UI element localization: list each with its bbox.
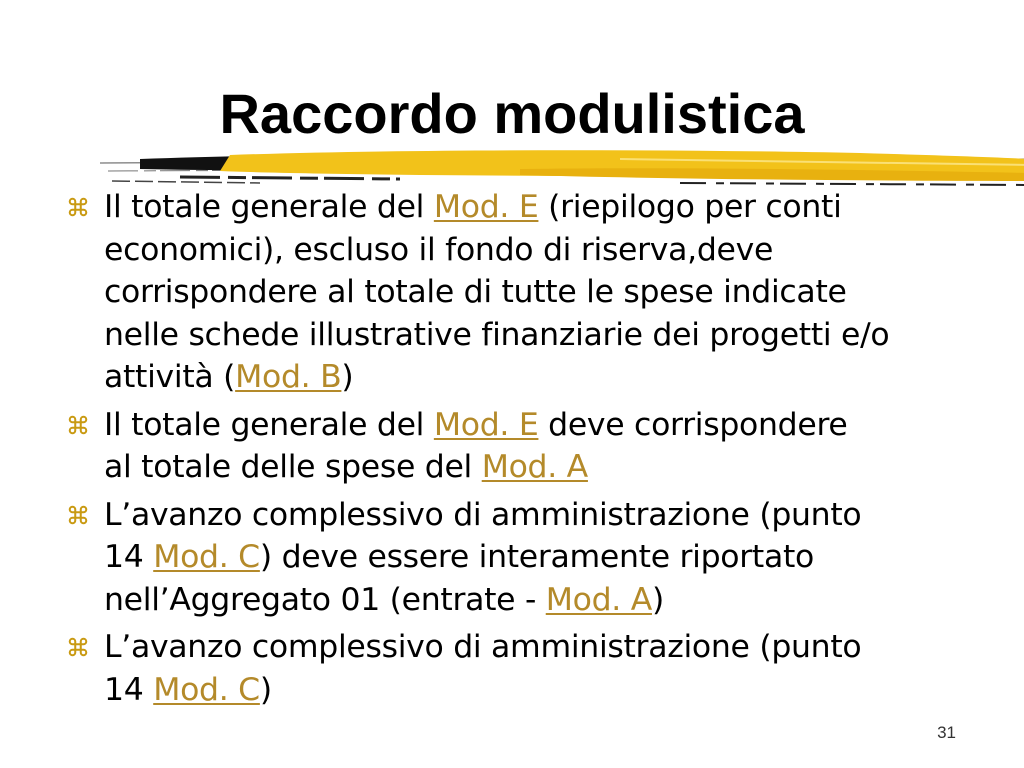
bullet-line [104, 314, 1004, 357]
module-link[interactable]: Mod. C [153, 671, 260, 708]
bullet-line [104, 446, 1004, 489]
bullet-text: Il totale generale del [104, 406, 434, 443]
page-number: 31 [937, 723, 956, 742]
bullet-text: 14 [104, 671, 154, 708]
bullet-line [104, 669, 1004, 712]
bullet-text: ) [341, 359, 354, 395]
bullet-line [104, 356, 1004, 399]
bullet-text: attività ( [104, 359, 236, 395]
command-key-icon [64, 626, 92, 668]
bullet-text: ) [259, 671, 272, 708]
module-link[interactable]: Mod. E [433, 406, 539, 443]
module-link[interactable]: Mod. C [153, 539, 260, 575]
bullet-text: corrispondere al totale di tutte le spese indicate [104, 274, 847, 310]
bullet-text: nelle schede illustrative finanziarie dei progetti e/o [104, 316, 890, 353]
bullet-line [104, 536, 1004, 579]
bullet-text: L’avanzo complessivo di amministrazione (punto [104, 496, 862, 533]
bullet-text: 14 [104, 539, 154, 575]
bullet-item [64, 494, 1004, 622]
bullet-line [104, 579, 1004, 622]
bullet-text: economici), escluso il fondo di riserva,deve [104, 231, 774, 268]
bullet-text: nell’Aggregato 01 (entrate - [104, 581, 546, 618]
bullet-text: al totale delle spese del [104, 449, 482, 485]
bullet-line [104, 229, 1004, 272]
module-link[interactable]: Mod. B [235, 359, 342, 395]
bullet-list [64, 186, 1004, 716]
bullet-text: ) [651, 581, 664, 618]
module-link[interactable]: Mod. A [481, 449, 588, 485]
bullet-line [104, 271, 1004, 314]
bullet-text: Il totale generale del [104, 189, 434, 225]
bullet-text: L’avanzo complessivo di amministrazione (punto [104, 629, 862, 665]
command-key-icon [64, 494, 92, 536]
command-key-icon [64, 404, 92, 446]
bullet-line [104, 186, 1004, 229]
bullet-text: deve corrispondere [538, 406, 848, 443]
command-key-icon [64, 186, 92, 228]
bullet-text: (riepilogo per conti [538, 189, 842, 225]
bullet-item [64, 404, 1004, 489]
bullet-item [64, 186, 1004, 399]
bullet-line [104, 494, 1004, 537]
bullet-text: ) deve essere interamente riportato [259, 539, 814, 575]
bullet-item [64, 626, 1004, 711]
slide-title: Raccordo modulistica [219, 82, 805, 145]
module-link[interactable]: Mod. E [433, 189, 539, 225]
bullet-line [104, 404, 1004, 447]
bullet-line [104, 626, 1004, 669]
module-link[interactable]: Mod. A [545, 581, 652, 618]
